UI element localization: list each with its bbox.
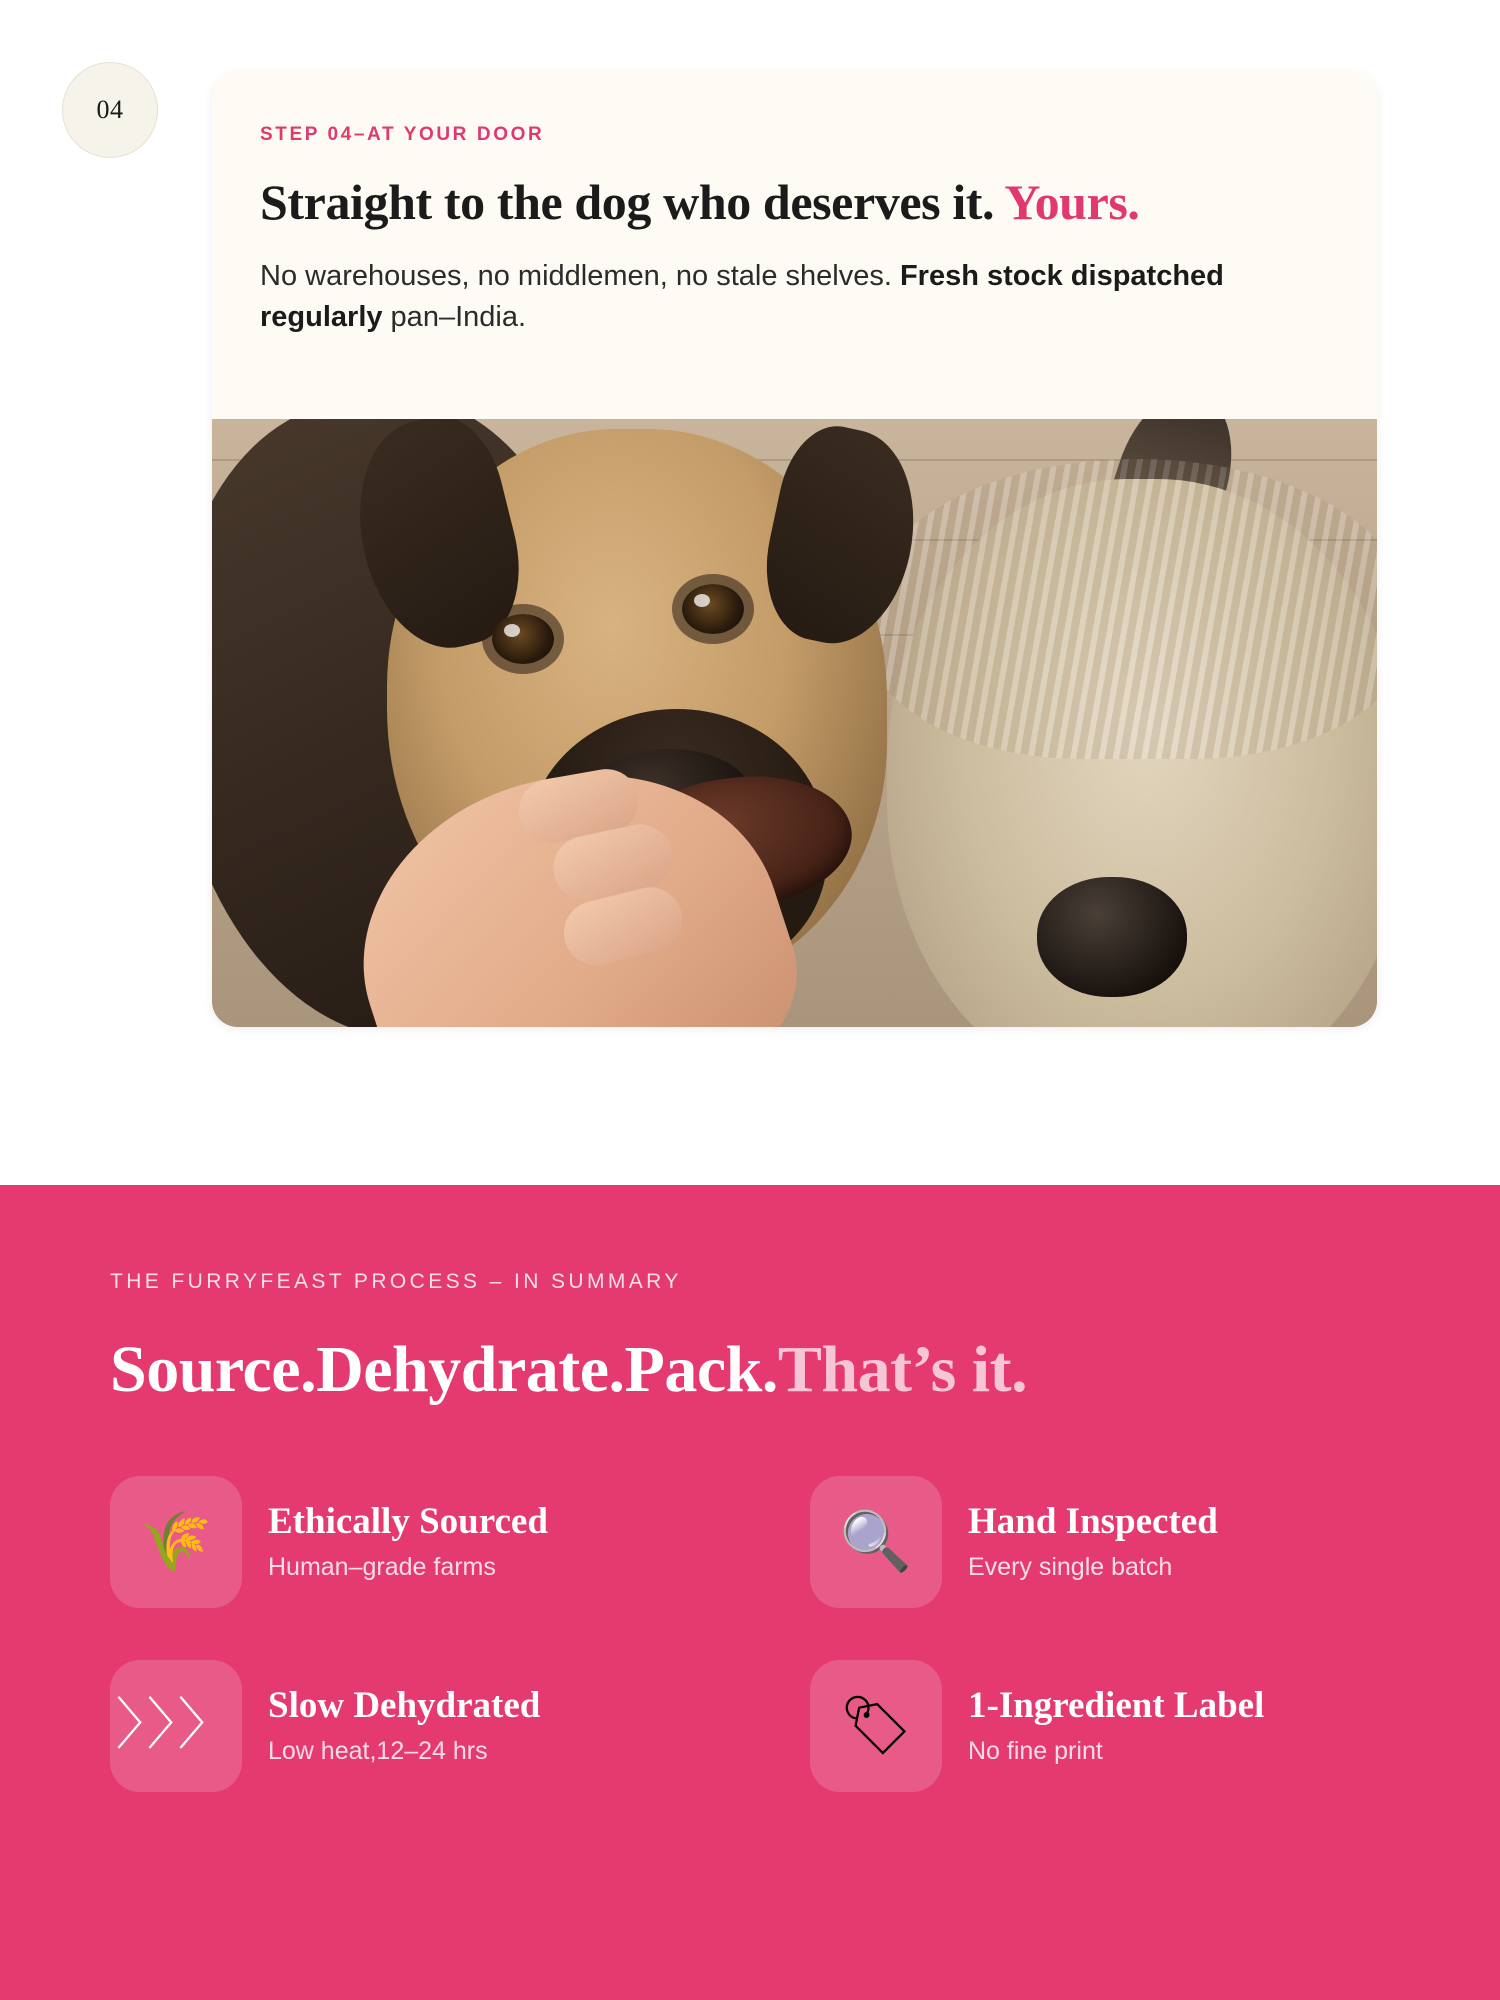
feature-subtitle: No fine print	[968, 1736, 1103, 1765]
dog-right-nose	[1037, 877, 1187, 997]
feature-title: Ethically Sourced	[268, 1501, 548, 1543]
steam-icon	[110, 1660, 242, 1792]
feature-subtitle: Every single batch	[968, 1552, 1173, 1581]
feature-title: Hand Inspected	[968, 1501, 1218, 1543]
feature-title: 1-Ingredient Label	[968, 1685, 1265, 1727]
step-body-part2: pan–India.	[382, 301, 527, 334]
step-card	[212, 72, 1377, 1027]
feature-one-ingredient-label	[810, 1660, 1500, 1792]
step-headline-accent: Yours.	[1004, 174, 1140, 230]
step-number-label: 04	[96, 95, 124, 124]
eye-glint	[694, 594, 710, 607]
feature-subtitle: Human–grade farms	[268, 1552, 496, 1581]
feature-text	[268, 1502, 548, 1582]
steam-icon-glyph: 〉〉〉	[115, 1695, 237, 1757]
magnifier-icon	[810, 1476, 942, 1608]
summary-title-soft: That’s it.	[777, 1333, 1028, 1406]
tag-icon-glyph: 🏷	[839, 1693, 913, 1758]
feature-title: Slow Dehydrated	[268, 1685, 541, 1727]
step-card-text	[212, 72, 1377, 372]
feature-ethically-sourced	[110, 1476, 810, 1608]
feature-text	[968, 1686, 1264, 1766]
feature-subtitle: Low heat,12–24 hrs	[268, 1736, 488, 1765]
wheat-icon	[110, 1476, 242, 1608]
step-number-badge	[62, 62, 158, 158]
dog-eye-left	[492, 614, 554, 664]
feature-text	[968, 1502, 1218, 1582]
step-headline-main: Straight to the dog who deserves it.	[260, 174, 1005, 230]
step-eyebrow: STEP 04–AT YOUR DOOR	[260, 124, 545, 145]
dog-eye-right	[682, 584, 744, 634]
magnifier-icon-glyph: 🔍	[839, 1509, 913, 1574]
summary-eyebrow: THE FURRYFEAST PROCESS – IN SUMMARY	[110, 1270, 682, 1293]
tag-icon	[810, 1660, 942, 1792]
summary-title-main: Source.Dehydrate.Pack.	[110, 1333, 778, 1406]
wheat-icon-glyph: 🌾	[139, 1509, 213, 1574]
feature-hand-inspected	[810, 1476, 1500, 1608]
step-body-bold: Fresh stock dispatched regularly	[260, 260, 1224, 334]
dog-right-fur	[867, 459, 1377, 759]
summary-title	[110, 1332, 1390, 1408]
feature-text	[268, 1686, 540, 1766]
feature-grid	[110, 1476, 1390, 1792]
step-photo	[212, 419, 1377, 1027]
step-body-part1: No warehouses, no middlemen, no stale shelves.	[260, 260, 900, 292]
step-headline	[260, 174, 1329, 230]
feature-slow-dehydrated	[110, 1660, 810, 1792]
eye-glint	[504, 624, 520, 637]
summary-section	[0, 1185, 1500, 2000]
step-body	[260, 256, 1260, 338]
